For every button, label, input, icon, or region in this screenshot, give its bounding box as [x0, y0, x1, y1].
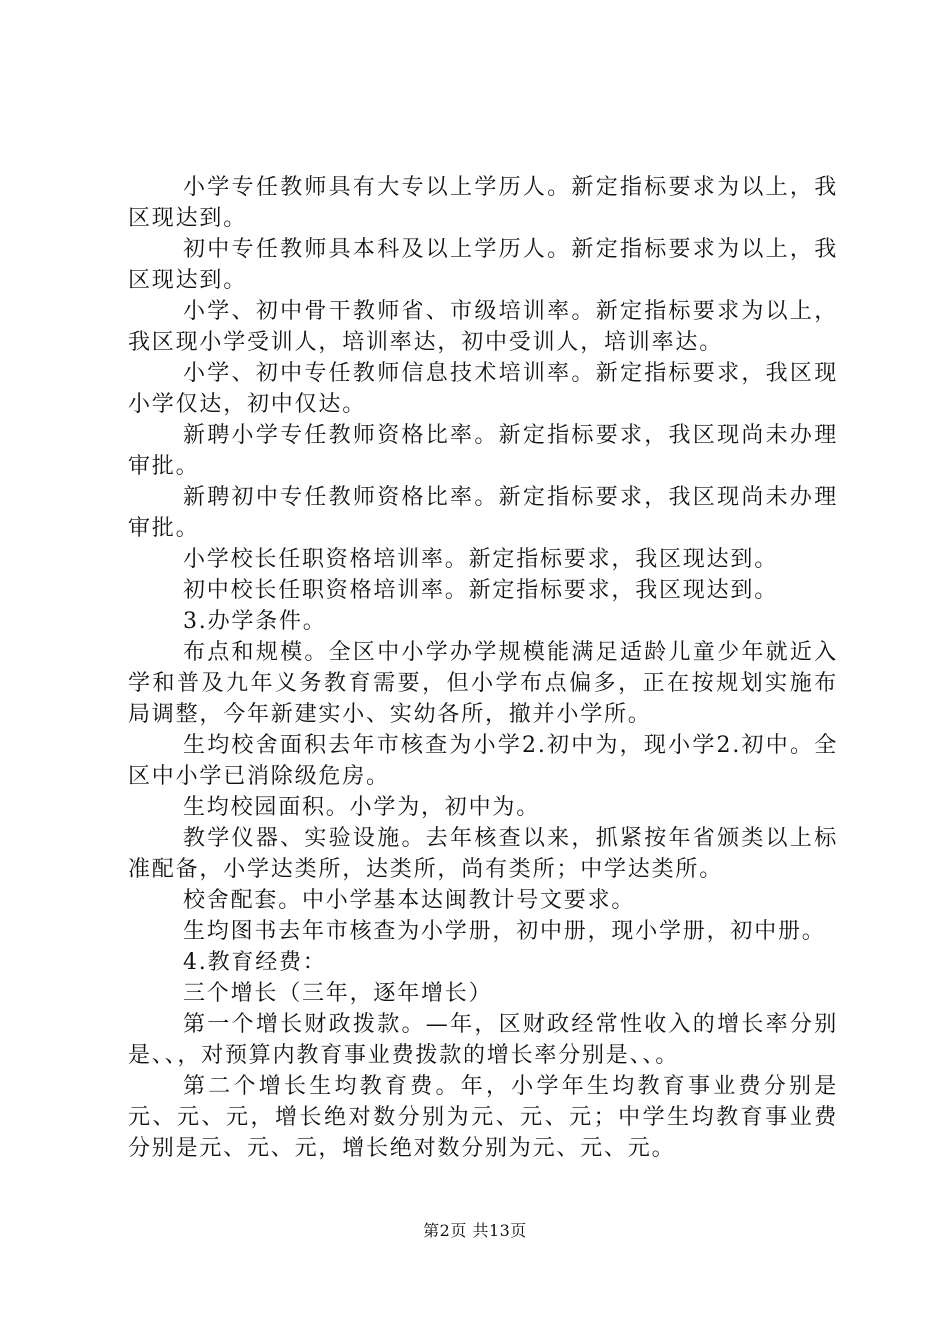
paragraph: 初中专任教师具本科及以上学历人。新定指标要求为以上，我区现达到。: [128, 237, 838, 293]
paragraph: 新聘初中专任教师资格比率。新定指标要求，我区现尚未办理审批。: [128, 485, 838, 541]
paragraph: 生均图书去年市核查为小学册，初中册，现小学册，初中册。: [183, 919, 826, 944]
paragraph: 小学、初中骨干教师省、市级培训率。新定指标要求为以上，我区现小学受训人，培训率达，初中受训人，培训率达。: [128, 299, 838, 355]
paragraph: 小学专任教师具有大专以上学历人。新定指标要求为以上，我区现达到。: [128, 175, 838, 231]
section-heading: 3.办学条件。: [183, 609, 327, 634]
document-body: [128, 172, 838, 1164]
paragraph: 三个增长（三年，逐年增长）: [183, 981, 493, 1006]
paragraph: 生均校园面积。小学为，初中为。: [183, 795, 541, 820]
paragraph: 初中校长任职资格培训率。新定指标要求，我区现达到。: [183, 578, 779, 603]
section-heading: 4.教育经费：: [183, 950, 327, 975]
paragraph: 新聘小学专任教师资格比率。新定指标要求，我区现尚未办理审批。: [128, 423, 838, 479]
paragraph: 小学校长任职资格培训率。新定指标要求，我区现达到。: [183, 547, 779, 572]
paragraph: 第一个增长财政拨款。—年，区财政经常性收入的增长率分别是、、，对预算内教育事业费拨款的增长率分别是、、。: [128, 1012, 838, 1068]
page-number-footer: 第2页 共13页: [423, 1221, 527, 1240]
paragraph: 第二个增长生均教育费。年，小学年生均教育事业费分别是元、元、元，增长绝对数分别为元、元、元；中学生均教育事业费分别是元、元、元，增长绝对数分别为元、元、元。: [128, 1074, 838, 1161]
paragraph: 校舍配套。中小学基本达闽教计号文要求。: [183, 888, 636, 913]
paragraph: 生均校舍面积去年市核查为小学2.初中为，现小学2.初中。全区中小学已消除级危房。: [128, 733, 838, 789]
paragraph: 教学仪器、实验设施。去年核查以来，抓紧按年省颁类以上标准配备，小学达类所，达类所，尚有类所；中学达类所。: [128, 826, 838, 882]
paragraph: 布点和规模。全区中小学办学规模能满足适龄儿童少年就近入学和普及九年义务教育需要，但小学布点偏多，正在按规划实施布局调整，今年新建实小、实幼各所，撤并小学所。: [128, 640, 838, 727]
paragraph: 小学、初中专任教师信息技术培训率。新定指标要求，我区现小学仅达，初中仅达。: [128, 361, 838, 417]
